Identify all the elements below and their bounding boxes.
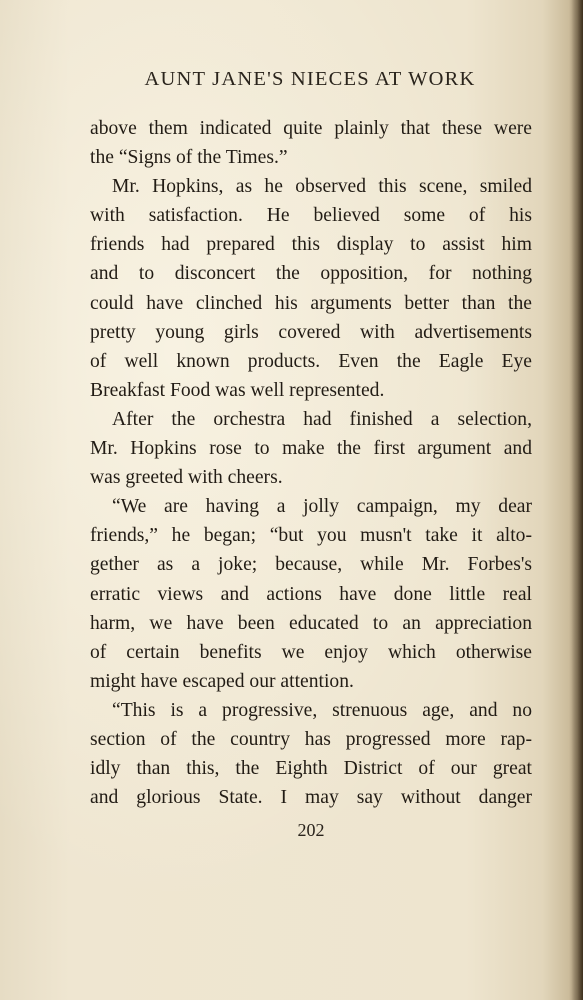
- running-head: AUNT JANE'S NIECES AT WORK: [144, 68, 476, 90]
- text-line: and to disconcert the opposition, for nothing: [90, 263, 532, 285]
- page-edge-shadow: [569, 0, 583, 1000]
- text-line: the “Signs of the Times.”: [90, 147, 288, 169]
- text-line: of well known products. Even the Eagle Eye: [90, 350, 532, 372]
- text-line: friends had prepared this display to assist him: [90, 234, 532, 256]
- text-line: could have clinched his arguments better than the: [90, 292, 532, 314]
- text-line: friends,” he began; “but you musn't take it alto-: [90, 525, 532, 547]
- text-line: harm, we have been educated to an appreciation: [90, 612, 532, 634]
- text-line: might have escaped our attention.: [90, 670, 354, 692]
- text-line: gether as a joke; because, while Mr. Forbes's: [90, 554, 532, 576]
- text-line: and glorious State. I may say without danger: [90, 787, 532, 809]
- text-line: Mr. Hopkins, as he observed this scene, smiled: [112, 176, 532, 198]
- text-line: section of the country has progressed more rap-: [90, 728, 532, 750]
- text-line: pretty young girls covered with advertisements: [90, 321, 532, 343]
- text-line: “This is a progressive, strenuous age, and no: [112, 699, 532, 721]
- text-line: was greeted with cheers.: [90, 467, 283, 489]
- text-line: idly than this, the Eighth District of our great: [90, 758, 532, 780]
- text-line: After the orchestra had finished a selection,: [112, 408, 532, 430]
- text-line: above them indicated quite plainly that these were: [90, 118, 532, 139]
- text-line: erratic views and actions have done little real: [90, 583, 532, 605]
- text-line: “We are having a jolly campaign, my dear: [112, 496, 532, 518]
- text-line: of certain benefits we enjoy which otherwise: [90, 641, 532, 663]
- page-number: 202: [297, 820, 325, 840]
- text-line: Mr. Hopkins rose to make the first argument and: [90, 438, 532, 460]
- body-text: [90, 114, 532, 812]
- text-line: with satisfaction. He believed some of his: [90, 205, 532, 227]
- text-line: Breakfast Food was well represented.: [90, 379, 385, 401]
